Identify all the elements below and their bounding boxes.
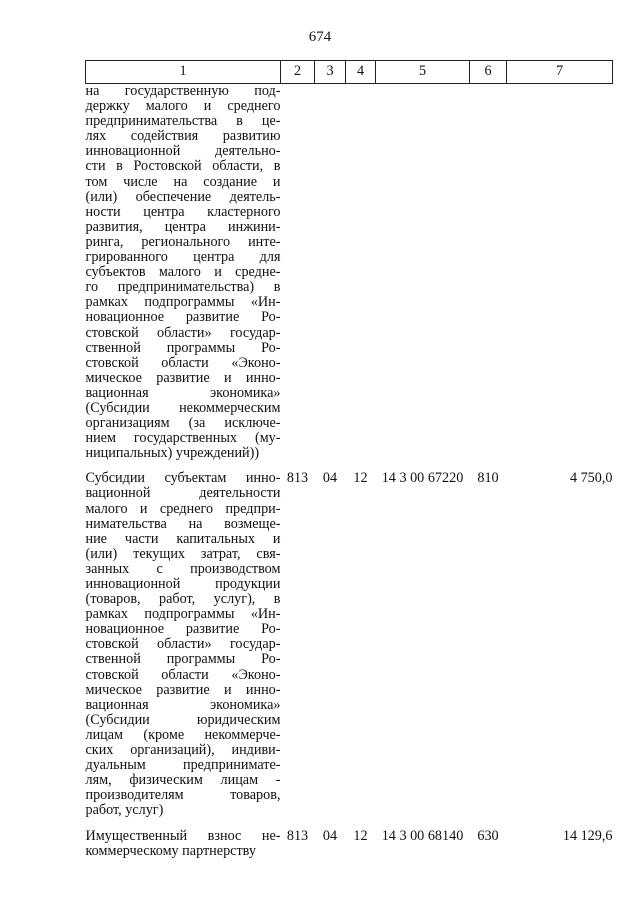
table-row [86,471,613,818]
row-description [86,829,281,859]
section-code: 04 [322,470,338,487]
column-header: 1 [86,61,281,84]
subsection-code: 12 [353,827,368,844]
description-line: инновационной продукции [85,576,281,592]
description-line: мическое развитие и инно- [85,681,281,698]
description-line: (Субсидии некоммерческим [85,399,281,416]
column-header: 2 [281,61,315,84]
section-code: 04 [322,827,338,844]
description-lines [86,471,281,818]
subsection-code: 12 [353,470,368,487]
description-line: занных с производством [85,560,281,577]
description-line: Имущественный взнос не- [85,827,281,844]
description-line: сти в Ростовской области, в [85,158,281,175]
budget-table [85,60,613,859]
table-header-row [86,61,613,84]
target-article-code: 14 3 00 67220 [381,470,464,487]
description-lines [86,84,281,461]
table-row [86,829,613,859]
description-line: лях содействия развитию [85,128,281,145]
description-line: вационной деятельности [85,485,281,502]
description-line: коммерческому партнерству [85,842,256,859]
description-line: Субсидии субъектам инно- [85,470,281,487]
description-line: стовской области «Эконо- [85,666,281,683]
description-line: (товаров, работ, услуг), в [85,591,281,608]
description-line: рамках подпрограммы «Ин- [85,294,281,311]
description-line: лям, физическим лицам - [85,772,281,789]
description-line: нимательства на возмеще- [85,515,281,532]
description-line: дуальным предпринимате- [85,757,281,774]
target-article-code: 14 3 00 68140 [381,827,464,844]
description-line: инновационной деятельно- [85,143,281,160]
description-line: ности центра кластерного [85,203,281,220]
description-line: рамках подпрограммы «Ин- [85,606,281,623]
column-header: 6 [470,61,507,84]
column-header: 5 [376,61,470,84]
description-line: организациям (за исключе- [85,415,281,432]
description-line: ние части капитальных и [85,530,281,547]
description-line: стовской области «Эконо- [85,354,281,371]
description-line: грированного центра для [85,249,281,266]
description-line: ринга, регионального инте- [85,233,281,250]
description-line: (или) текущих затрат, свя- [85,545,281,562]
description-line: новационное развитие Ро- [85,309,281,326]
description-line: производителям товаров, [85,787,281,804]
amount: 4 750,0 [569,470,613,487]
description-line: го предпринимательства) в [85,279,281,296]
description-line: субъектов малого и средне- [85,264,281,281]
description-line: (Субсидии юридическим [85,711,281,728]
description-line: (или) обеспечение деятель- [85,188,281,205]
row-description [86,84,281,462]
table-row [86,84,613,462]
description-line: новационное развитие Ро- [85,621,281,638]
description-line: на государственную под- [85,83,281,99]
description-line: предпринимательства в це- [85,113,281,130]
row-spacer [86,819,613,829]
subsection-code [346,84,376,462]
ministry-code [281,84,315,462]
description-line: работ, услуг) [85,802,164,819]
amount: 14 129,6 [562,827,613,844]
description-line: том числе на создание и [85,173,281,190]
description-line: вационная экономика» [85,696,281,713]
expense-type-code [470,84,507,462]
target-article-code [376,84,470,462]
amount [507,84,613,462]
description-line: ственной программы Ро- [85,339,281,356]
description-line: лицам (кроме некоммерче- [85,726,281,743]
ministry-code: 813 [286,827,309,844]
section-code [315,84,346,462]
description-line: держку малого и среднего [85,98,281,115]
description-line: стовской области» государ- [85,636,281,653]
expense-type-code: 810 [477,470,499,487]
column-header: 4 [346,61,376,84]
description-line: стовской области» государ- [85,324,281,341]
column-header: 3 [315,61,346,84]
description-lines [86,829,281,859]
page-number: 674 [308,29,332,45]
ministry-code: 813 [286,470,309,487]
description-line: ниципальных) учреждений)) [85,445,260,462]
description-line: ственной программы Ро- [85,651,281,668]
column-header: 7 [507,61,613,84]
description-line: нием государственных (му- [85,430,281,447]
description-line: развития, центра инжини- [85,218,281,235]
description-line: ских организаций), индиви- [85,742,281,759]
expense-type-code: 630 [477,827,499,844]
description-line: вационная экономика» [85,384,281,401]
description-line: мическое развитие и инно- [85,369,281,386]
row-description [86,471,281,818]
description-line: малого и среднего предпри- [85,500,281,517]
